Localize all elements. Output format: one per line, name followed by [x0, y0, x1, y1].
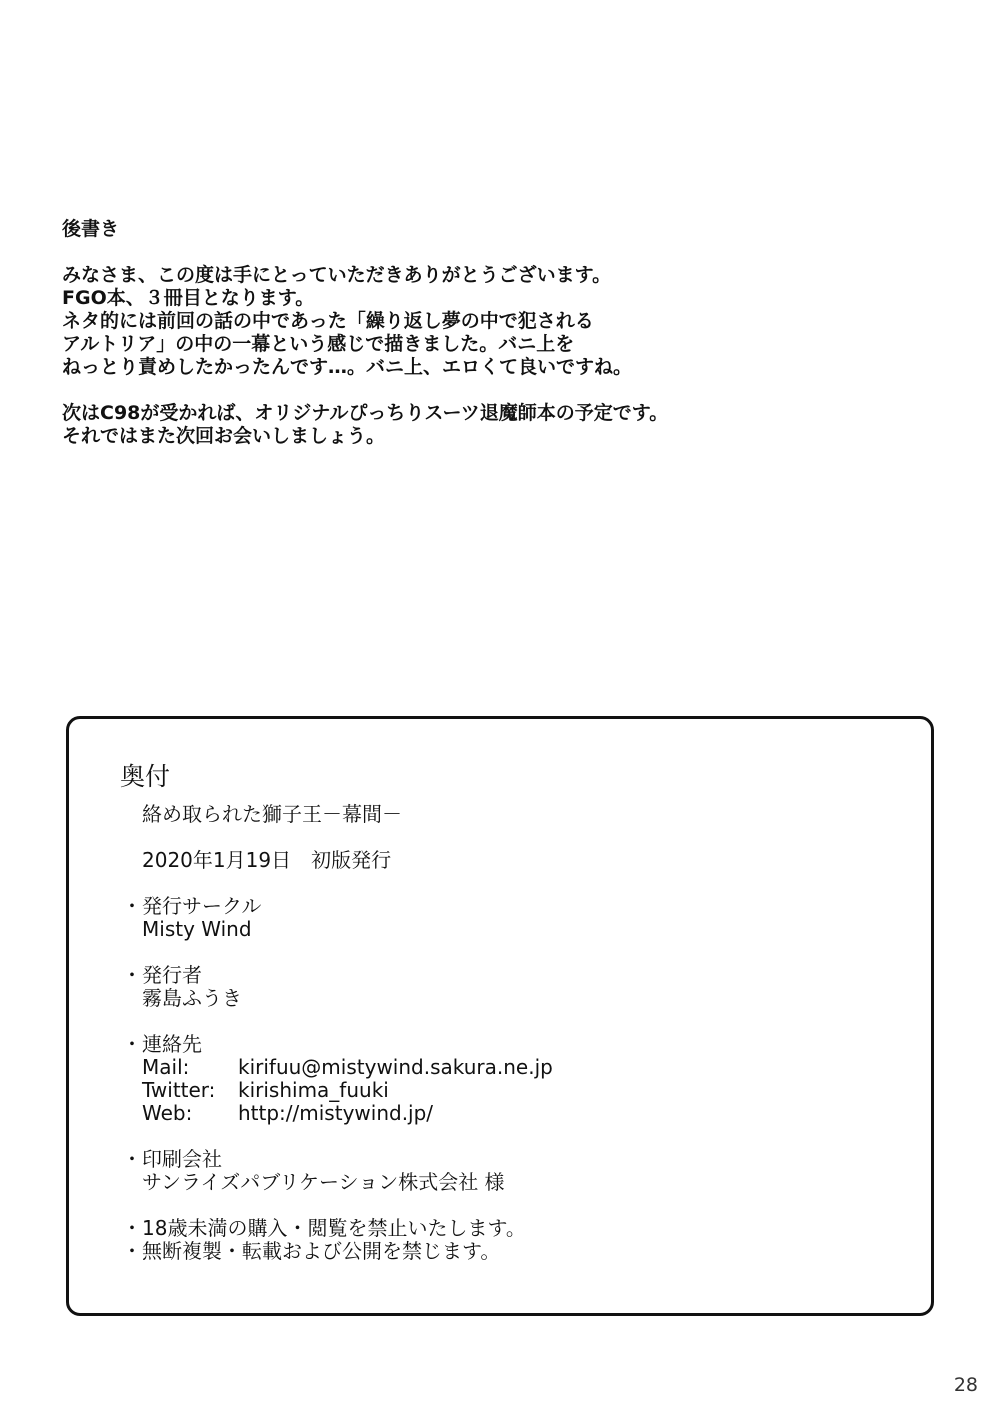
contact-key: Web:	[142, 1101, 193, 1125]
circle-block	[122, 895, 882, 941]
afterword-paragraph-2	[62, 402, 962, 448]
printer-name: サンライズパブリケーション株式会社 様	[142, 1170, 505, 1194]
afterword-line: アルトリア」の中の一幕という感じで描きました。バニ上を	[62, 333, 575, 355]
afterword-line: FGO本、３冊目となります。	[62, 287, 315, 309]
notice-copyright: ・無断複製・転載および公開を禁じます。	[122, 1239, 501, 1263]
afterword-heading: 後書き	[62, 218, 120, 240]
afterword-line: みなさま、この度は手にとっていただきありがとうございます。	[62, 264, 612, 286]
afterword-line: ねっとり責めしたかったんです…。バニ上、エロくて良いですね。	[62, 356, 633, 378]
printer-block	[122, 1148, 882, 1194]
contact-label: ・連絡先	[122, 1032, 202, 1056]
contact-key: Twitter:	[142, 1078, 216, 1102]
contact-block	[122, 1033, 882, 1125]
contact-row-web	[122, 1102, 882, 1125]
afterword-paragraph-1	[62, 264, 962, 379]
contact-mail-value: kirifuu@mistywind.sakura.ne.jp	[238, 1055, 553, 1079]
publisher-label: ・発行者	[122, 963, 202, 987]
contact-row-twitter	[122, 1079, 882, 1102]
page-number: 28	[953, 1374, 978, 1396]
afterword-section	[62, 218, 962, 471]
contact-twitter-value: kirishima_fuuki	[238, 1078, 389, 1102]
publisher-block	[122, 964, 882, 1010]
contact-row-mail	[122, 1056, 882, 1079]
colophon-body	[122, 803, 882, 1286]
contact-web-value: http://mistywind.jp/	[238, 1101, 434, 1125]
circle-label: ・発行サークル	[122, 894, 262, 918]
publication-date: 2020年1月19日 初版発行	[142, 848, 392, 872]
colophon-title: 奥付	[120, 762, 171, 791]
printer-label: ・印刷会社	[122, 1147, 222, 1171]
afterword-line: 次はC98が受かれば、オリジナルぴっちりスーツ退魔師本の予定です。	[62, 402, 669, 424]
afterword-line: それではまた次回お会いしましょう。	[62, 425, 386, 447]
notice-age-restriction: ・18歳未満の購入・閲覧を禁止いたします。	[122, 1216, 526, 1240]
circle-name: Misty Wind	[142, 917, 252, 941]
colophon-box	[66, 716, 934, 1316]
contact-key: Mail:	[142, 1055, 190, 1079]
notices-block	[122, 1217, 882, 1263]
publisher-name: 霧島ふうき	[142, 986, 242, 1010]
afterword-line: ネタ的には前回の話の中であった「繰り返し夢の中で犯される	[62, 310, 594, 332]
book-title: 絡め取られた獅子王－幕間－	[142, 802, 402, 826]
